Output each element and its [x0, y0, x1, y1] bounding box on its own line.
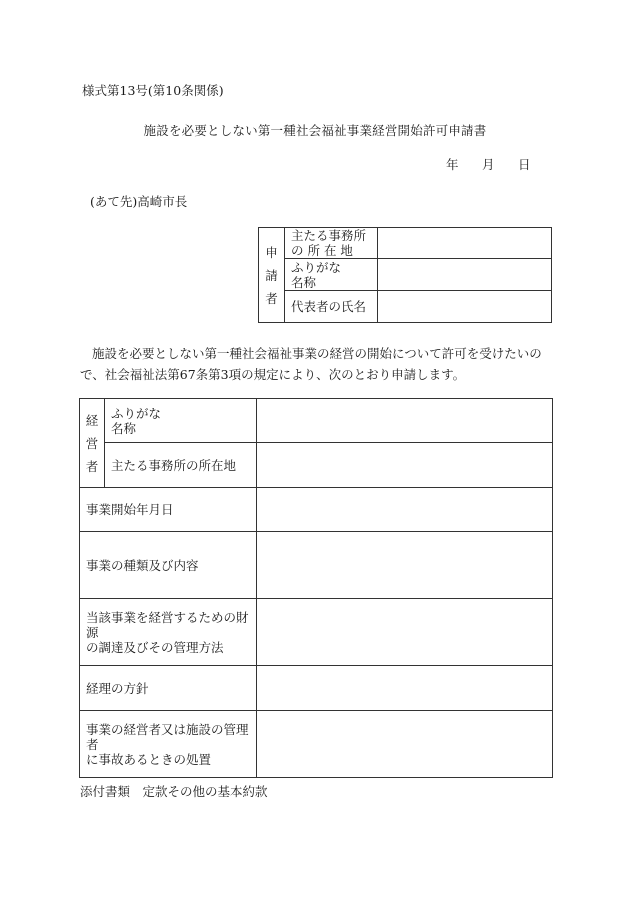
applicant-label [259, 228, 285, 323]
operator-office-label [105, 443, 257, 488]
operator-label-char: 営 [85, 435, 99, 451]
date-year-label: 年 [446, 157, 459, 172]
applicant-label-char: 者 [265, 290, 278, 306]
label-line: 事業開始年月日 [86, 502, 174, 517]
intro-text: 施設を必要としない第一種社会福祉事業の経営の開始について許可を受けたいので、社会福祉法第67条第3項の規定により、次のとおり申請します。 [80, 346, 542, 382]
label-line: 名称 [111, 420, 137, 436]
business-type-value[interactable] [257, 532, 553, 599]
document-title: 施設を必要としない第一種社会福祉事業経営開始許可申請書 [143, 123, 487, 138]
applicant-representative-label [285, 291, 378, 323]
applicant-office-label [285, 228, 378, 259]
accident-measures-label [80, 711, 257, 778]
operator-name-label [105, 399, 257, 443]
funding-value[interactable] [257, 599, 553, 666]
applicant-representative-value[interactable] [378, 291, 552, 323]
applicant-name-label [285, 259, 378, 291]
business-type-label [80, 532, 257, 599]
label-line: 主たる事務所の所在地 [111, 457, 237, 473]
label-line: の 所 在 地 [291, 243, 353, 258]
accounting-policy-value[interactable] [257, 666, 553, 711]
operator-label [80, 399, 105, 488]
applicant-label-char: 請 [265, 267, 278, 283]
label-line: ふりがな [111, 405, 162, 421]
applicant-table [258, 227, 552, 323]
date-day-label: 日 [518, 157, 531, 172]
label-line: ふりがな [291, 259, 342, 275]
accounting-policy-label [80, 666, 257, 711]
applicant-label-char: 申 [265, 244, 278, 260]
funding-label [80, 599, 257, 666]
applicant-name-value[interactable] [378, 259, 552, 291]
operator-label-char: 経 [85, 412, 99, 428]
label-line: 主たる事務所 [291, 228, 367, 243]
main-table [79, 398, 553, 778]
form-number: 様式第13号(第10条関係) [82, 83, 224, 98]
label-line: に事故あるときの処置 [86, 751, 212, 767]
start-date-value[interactable] [257, 488, 553, 532]
accident-measures-value[interactable] [257, 711, 553, 778]
label-line: 代表者の氏名 [291, 299, 367, 314]
label-line: 経理の方針 [86, 680, 149, 696]
operator-name-value[interactable] [257, 399, 553, 443]
operator-label-char: 者 [85, 458, 99, 474]
label-line: 事業の種類及び内容 [86, 557, 199, 573]
operator-office-value[interactable] [257, 443, 553, 488]
label-line: 事業の経営者又は施設の管理者 [86, 721, 249, 752]
label-line: 当該事業を経営するための財源 [86, 609, 249, 640]
label-line: 名称 [291, 274, 317, 290]
start-date-label [80, 488, 257, 532]
attachments-note: 添付書類 定款その他の基本約款 [80, 784, 268, 799]
addressee: (あて先)高崎市長 [90, 194, 188, 209]
label-line: の調達及びその管理方法 [86, 639, 224, 655]
applicant-office-value[interactable] [378, 228, 552, 259]
date-month-label: 月 [482, 157, 495, 172]
